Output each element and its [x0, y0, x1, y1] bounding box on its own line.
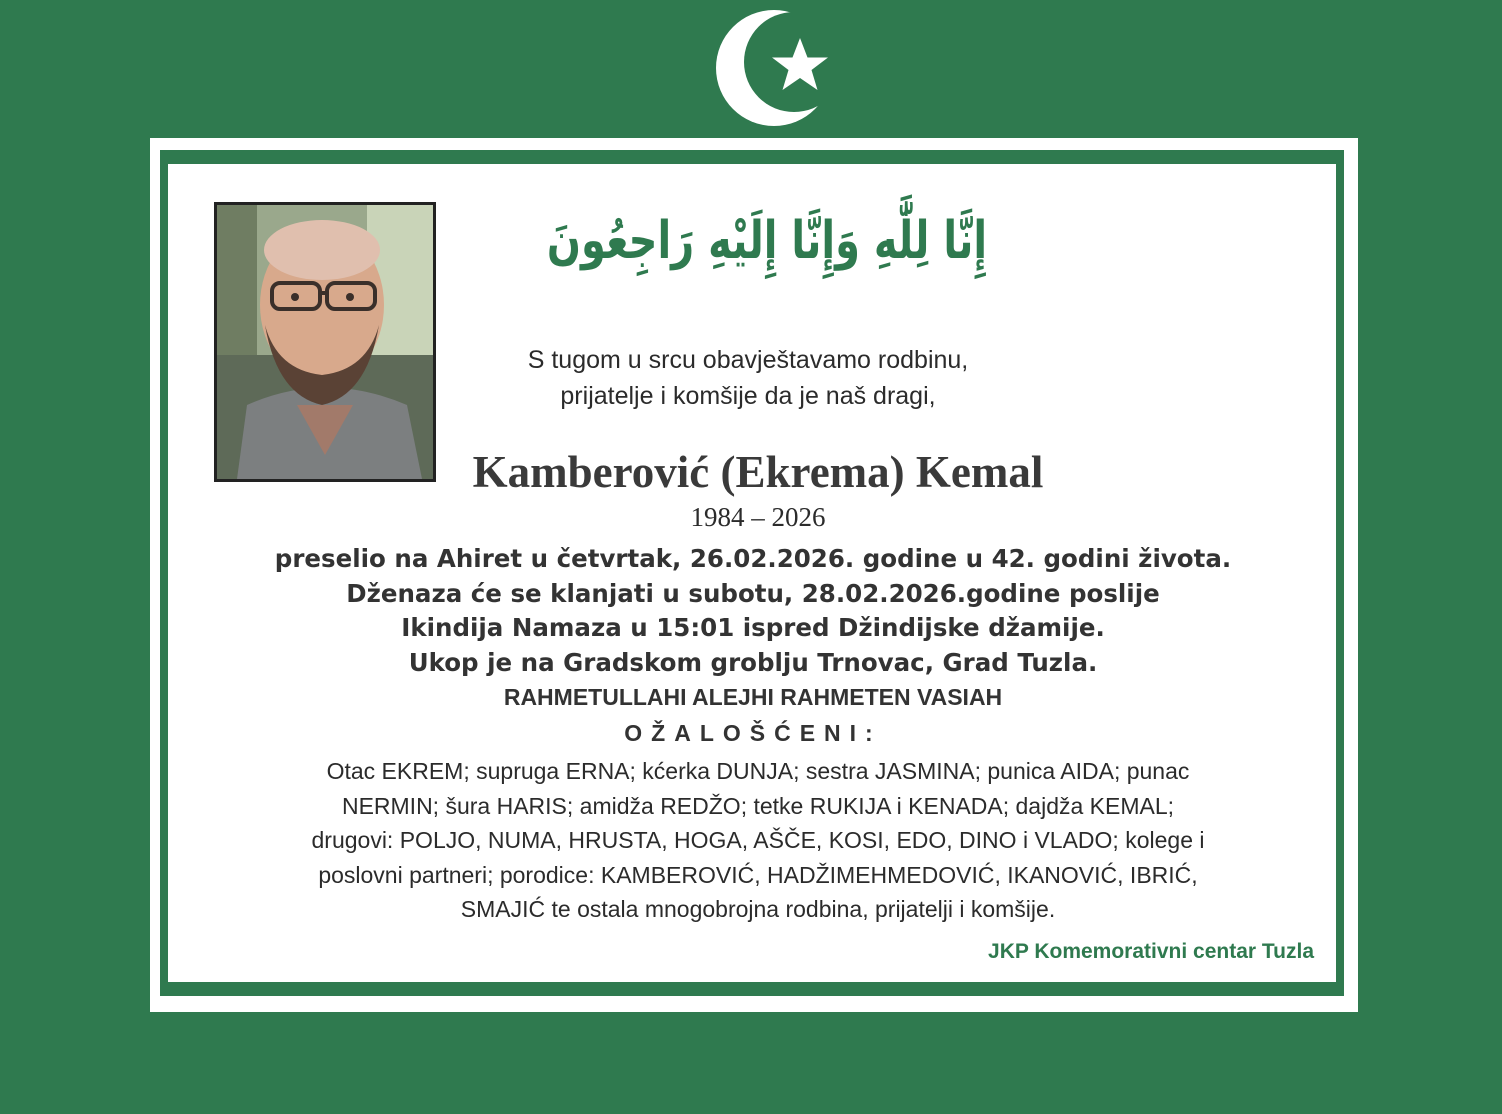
outer-frame	[150, 138, 1358, 1012]
notice-paper	[168, 164, 1336, 982]
mourners-line: SMAJIĆ te ostala mnogobrojna rodbina, prijatelji i komšije.	[460, 896, 1056, 922]
prayer-line: RAHMETULLAHI ALEJHI RAHMETEN VASIAH	[503, 684, 1003, 710]
mourners-line: drugovi: POLJO, NUMA, HRUSTA, HOGA, AŠČE, KOSI, EDO, DINO i VLADO; kolege i	[311, 827, 1205, 853]
crescent-star-icon	[712, 8, 842, 128]
funeral-details	[188, 542, 1318, 680]
inner-frame	[160, 150, 1344, 996]
intro-line: prijatelje i komšije da je naš dragi,	[560, 382, 936, 410]
detail-line: preselio na Ahiret u četvrtak, 26.02.2026. godine u 42. godini života.	[274, 544, 1232, 573]
intro-line: S tugom u srcu obavještavamo rodbinu,	[527, 346, 969, 374]
life-years: 1984 – 2026	[690, 502, 826, 532]
deceased-name: Kamberović (Ekrema) Kemal	[472, 447, 1044, 497]
mourners-line: Otac EKREM; supruga ERNA; kćerka DUNJA; sestra JASMINA; punica AIDA; punac	[326, 758, 1190, 784]
mourners-line: NERMIN; šura HARIS; amidža REDŽO; tetke RUKIJA i KENADA; dajdža KEMAL;	[341, 792, 1175, 819]
arabic-calligraphy-icon	[546, 188, 988, 298]
detail-line: Dženaza će se klanjati u subotu, 28.02.2026.godine poslije	[346, 578, 1160, 608]
mourners-list	[208, 754, 1308, 927]
detail-line: Ikindija Namaza u 15:01 ispred Džindijske džamije.	[401, 613, 1105, 642]
publisher-credit: JKP Komemorativni centar Tuzla	[988, 940, 1314, 963]
detail-line: Ukop je na Gradskom groblju Trnovac, Grad Tuzla.	[408, 647, 1098, 677]
mourners-line: poslovni partneri; porodice: KAMBEROVIĆ, HADŽIMEHMEDOVIĆ, IKANOVIĆ, IBRIĆ,	[318, 861, 1198, 888]
mourners-heading: OŽALOŠĆENI:	[624, 720, 882, 746]
intro-text	[318, 342, 1178, 414]
svg-text:إِنَّا لِلَّٰهِ وَإِنَّا إِلَي: إِنَّا لِلَّٰهِ وَإِنَّا إِلَيْهِ رَاجِعُونَ	[546, 209, 988, 271]
